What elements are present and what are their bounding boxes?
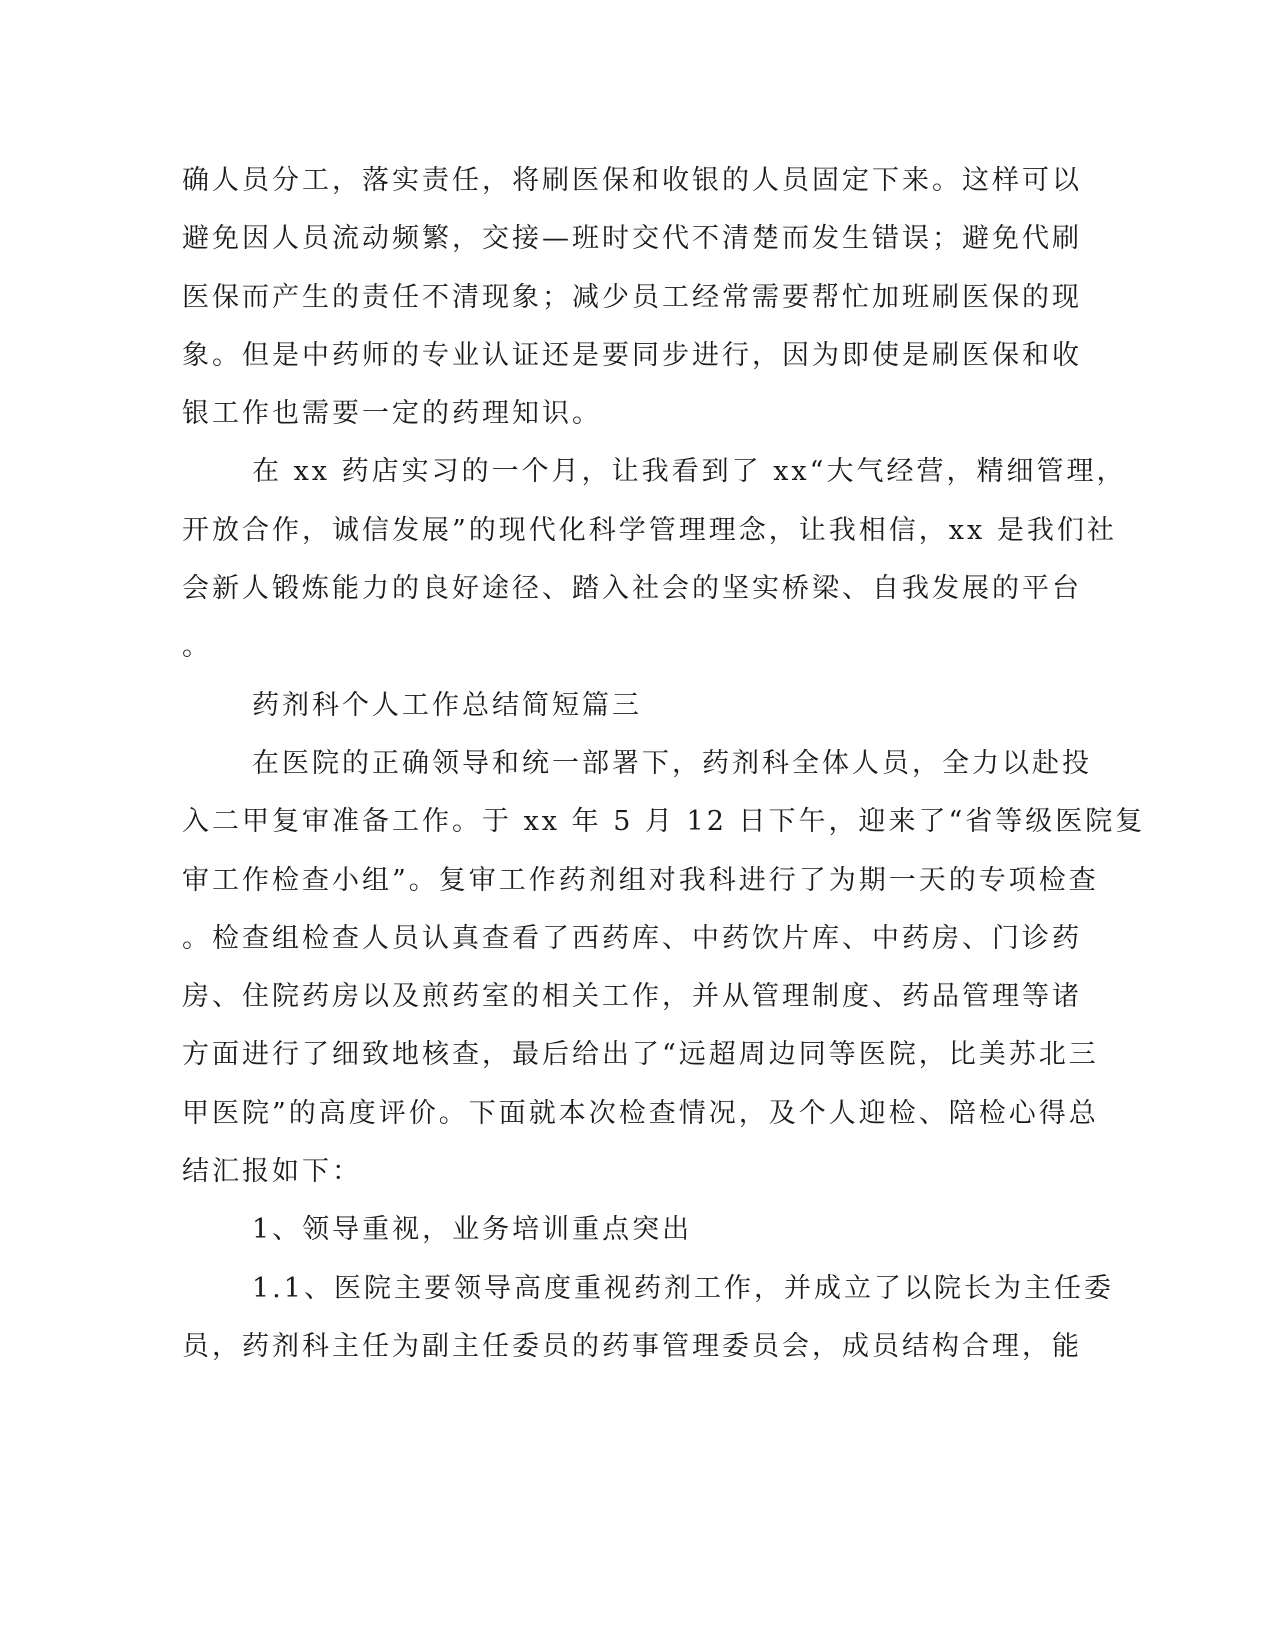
text-line: 。检查组检查人员认真查看了西药库、中药饮片库、中药房、门诊药 xyxy=(182,922,1082,954)
text-line: 1.1、医院主要领导高度重视药剂工作，并成立了以院长为主任委 xyxy=(252,1272,1114,1304)
numbered-heading: 1、领导重视，业务培训重点突出 xyxy=(252,1214,693,1246)
text-line: 审工作检查小组”。复审工作药剂组对我科进行了为期一天的专项检查 xyxy=(182,864,1099,896)
section-heading: 药剂科个人工作总结简短篇三 xyxy=(252,689,642,721)
text-line: 在 xx 药店实习的一个月，让我看到了 xx“大气经营，精细管理， xyxy=(252,456,1127,488)
text-line: 医保而产生的责任不清现象；减少员工经常需要帮忙加班刷医保的现 xyxy=(182,281,1082,313)
text-line: 。 xyxy=(182,631,212,663)
text-line: 入二甲复审准备工作。于 xx 年 5 月 12 日下午，迎来了“省等级医院复 xyxy=(182,806,1146,838)
text-line: 象。但是中药师的专业认证还是要同步进行，因为即使是刷医保和收 xyxy=(182,339,1082,371)
text-line: 银工作也需要一定的药理知识。 xyxy=(182,398,602,430)
text-line: 员，药剂科主任为副主任委员的药事管理委员会，成员结构合理，能 xyxy=(182,1330,1082,1362)
text-line: 确人员分工，落实责任，将刷医保和收银的人员固定下来。这样可以 xyxy=(182,165,1082,196)
text-line: 开放合作，诚信发展”的现代化科学管理理念，让我相信，xx 是我们社 xyxy=(182,514,1117,546)
text-line: 房、住院药房以及煎药室的相关工作，并从管理制度、药品管理等诸 xyxy=(182,981,1082,1013)
text-line: 避免因人员流动频繁，交接—班时交代不清楚而发生错误；避免代刷 xyxy=(182,223,1082,255)
text-line: 会新人锻炼能力的良好途径、踏入社会的坚实桥梁、自我发展的平台 xyxy=(182,573,1082,605)
text-line: 方面进行了细致地核查，最后给出了“远超周边同等医院，比美苏北三 xyxy=(182,1039,1099,1071)
text-line: 在医院的正确领导和统一部署下，药剂科全体人员，全力以赴投 xyxy=(252,747,1092,779)
text-line: 结汇报如下： xyxy=(182,1156,362,1188)
text-line: 甲医院”的高度评价。下面就本次检查情况，及个人迎检、陪检心得总 xyxy=(182,1097,1099,1129)
document-body xyxy=(182,160,1146,1384)
